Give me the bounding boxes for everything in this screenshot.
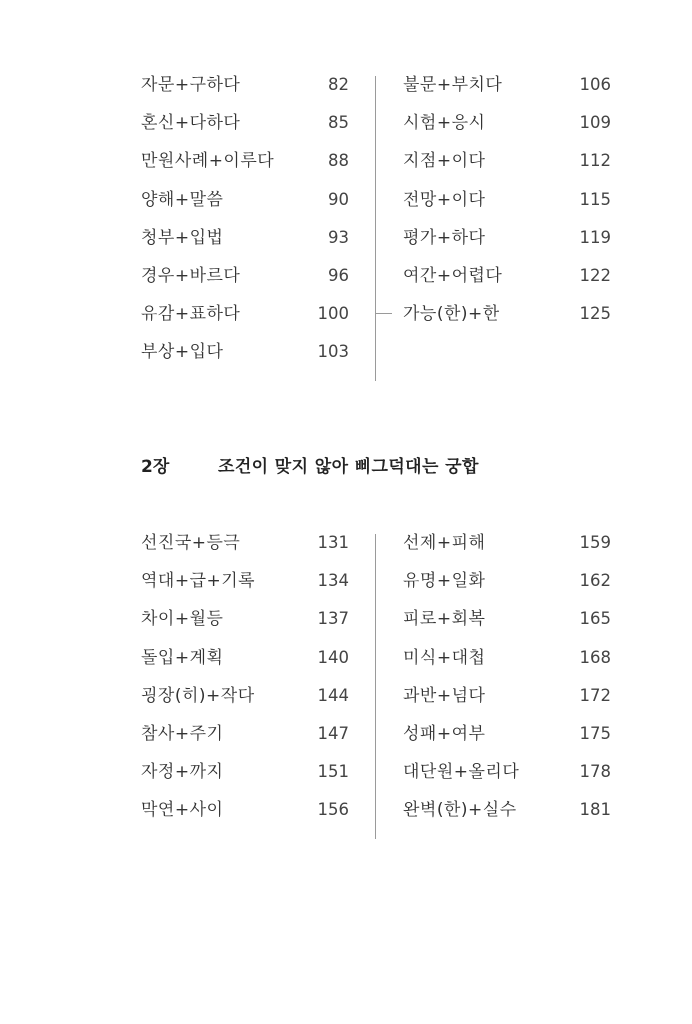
entry-title: 굉장(히)+작다 bbox=[141, 685, 255, 706]
entry-page: 85 bbox=[328, 113, 349, 133]
toc-entry[interactable] bbox=[403, 791, 611, 829]
entry-page: 119 bbox=[579, 227, 611, 247]
entry-title: 여간+어렵다 bbox=[403, 265, 503, 286]
entry-title: 평가+하다 bbox=[403, 227, 486, 248]
toc-entry[interactable] bbox=[403, 66, 611, 104]
toc-entry[interactable] bbox=[141, 181, 349, 219]
toc-entry[interactable] bbox=[403, 562, 611, 600]
entry-page: 181 bbox=[579, 800, 611, 820]
entry-page: 147 bbox=[317, 723, 349, 743]
entry-title: 청부+입법 bbox=[141, 227, 224, 248]
entry-page: 156 bbox=[317, 800, 349, 820]
entry-page: 122 bbox=[579, 265, 611, 285]
entry-page: 96 bbox=[328, 265, 349, 285]
column-divider bbox=[375, 76, 376, 381]
entry-title: 역대+급+기록 bbox=[141, 571, 256, 592]
entry-title: 혼신+다하다 bbox=[141, 113, 241, 134]
entry-title: 대단원+올리다 bbox=[403, 762, 520, 783]
toc-entry[interactable] bbox=[141, 715, 349, 753]
entry-page: 172 bbox=[579, 685, 611, 705]
toc-entry[interactable] bbox=[403, 524, 611, 562]
toc-entry[interactable] bbox=[403, 104, 611, 142]
entry-title: 자문+구하다 bbox=[141, 75, 241, 95]
entry-title: 성패+여부 bbox=[403, 723, 486, 744]
toc-entry[interactable] bbox=[141, 562, 349, 600]
toc-column-right bbox=[403, 524, 611, 830]
toc-entry[interactable] bbox=[403, 142, 611, 180]
toc-entry[interactable] bbox=[141, 791, 349, 829]
entry-page: 90 bbox=[328, 189, 349, 209]
entry-page: 125 bbox=[579, 304, 611, 324]
entry-title: 양해+말씀 bbox=[141, 189, 224, 210]
chapter-title: 조건이 맞지 않아 삐그덕대는 궁합 bbox=[218, 457, 479, 477]
entry-title: 전망+이다 bbox=[403, 189, 486, 210]
toc-column-left bbox=[141, 66, 349, 372]
entry-title: 차이+월등 bbox=[141, 609, 224, 630]
toc-entry[interactable] bbox=[403, 219, 611, 257]
toc-entry[interactable] bbox=[403, 295, 611, 333]
entry-page: 93 bbox=[328, 227, 349, 247]
entry-title: 막연+사이 bbox=[141, 800, 224, 821]
entry-title: 경우+바르다 bbox=[141, 265, 241, 286]
toc-entry[interactable] bbox=[141, 600, 349, 638]
entry-page: 88 bbox=[328, 151, 349, 171]
entry-title: 부상+입다 bbox=[141, 342, 224, 363]
entry-page: 115 bbox=[579, 189, 611, 209]
toc-entry[interactable] bbox=[141, 219, 349, 257]
entry-page: 162 bbox=[579, 571, 611, 591]
entry-page: 140 bbox=[317, 647, 349, 667]
toc-entry[interactable] bbox=[403, 181, 611, 219]
toc-entry[interactable] bbox=[141, 333, 349, 371]
entry-page: 131 bbox=[317, 533, 349, 552]
toc-entry[interactable] bbox=[141, 677, 349, 715]
entry-title: 유감+표하다 bbox=[141, 304, 241, 325]
toc-entry[interactable] bbox=[141, 257, 349, 295]
divider-tick bbox=[376, 313, 392, 314]
entry-title: 과반+넘다 bbox=[403, 685, 486, 706]
toc-column-right bbox=[403, 66, 611, 333]
entry-page: 109 bbox=[579, 113, 611, 133]
entry-title: 지점+이다 bbox=[403, 151, 486, 172]
entry-title: 유명+일화 bbox=[403, 571, 486, 592]
entry-page: 112 bbox=[579, 151, 611, 171]
chapter-number: 2장 bbox=[141, 457, 170, 477]
toc-entry[interactable] bbox=[403, 600, 611, 638]
entry-page: 178 bbox=[579, 762, 611, 782]
entry-page: 175 bbox=[579, 723, 611, 743]
toc-entry[interactable] bbox=[403, 257, 611, 295]
toc-entry[interactable] bbox=[403, 753, 611, 791]
toc-entry[interactable] bbox=[141, 295, 349, 333]
toc-entry[interactable] bbox=[403, 639, 611, 677]
toc-entry[interactable] bbox=[141, 524, 349, 562]
entry-page: 82 bbox=[328, 75, 349, 94]
entry-title: 만원사례+이루다 bbox=[141, 151, 275, 172]
entry-title: 시험+응시 bbox=[403, 113, 486, 134]
entry-title: 피로+회복 bbox=[403, 609, 486, 630]
entry-title: 돌입+계획 bbox=[141, 647, 224, 668]
toc-entry[interactable] bbox=[141, 104, 349, 142]
entry-page: 159 bbox=[579, 533, 611, 552]
entry-title: 참사+주기 bbox=[141, 723, 224, 744]
entry-title: 가능(한)+한 bbox=[403, 304, 500, 325]
entry-page: 144 bbox=[317, 685, 349, 705]
toc-entry[interactable] bbox=[141, 142, 349, 180]
entry-page: 106 bbox=[579, 75, 611, 94]
toc-column-left bbox=[141, 524, 349, 830]
entry-page: 103 bbox=[317, 342, 349, 362]
entry-title: 선제+피해 bbox=[403, 533, 486, 553]
entry-page: 151 bbox=[317, 762, 349, 782]
entry-title: 불문+부치다 bbox=[403, 75, 503, 95]
entry-title: 선진국+등극 bbox=[141, 533, 241, 553]
entry-page: 134 bbox=[317, 571, 349, 591]
entry-page: 100 bbox=[317, 304, 349, 324]
entry-title: 완벽(한)+실수 bbox=[403, 800, 517, 821]
toc-entry[interactable] bbox=[141, 753, 349, 791]
toc-entry[interactable] bbox=[403, 677, 611, 715]
entry-title: 자정+까지 bbox=[141, 762, 224, 783]
toc-entry[interactable] bbox=[141, 66, 349, 104]
entry-title: 미식+대첩 bbox=[403, 647, 486, 668]
entry-page: 168 bbox=[579, 647, 611, 667]
entry-page: 137 bbox=[317, 609, 349, 629]
column-divider bbox=[375, 534, 376, 839]
toc-entry[interactable] bbox=[403, 715, 611, 753]
entry-page: 165 bbox=[579, 609, 611, 629]
toc-entry[interactable] bbox=[141, 639, 349, 677]
